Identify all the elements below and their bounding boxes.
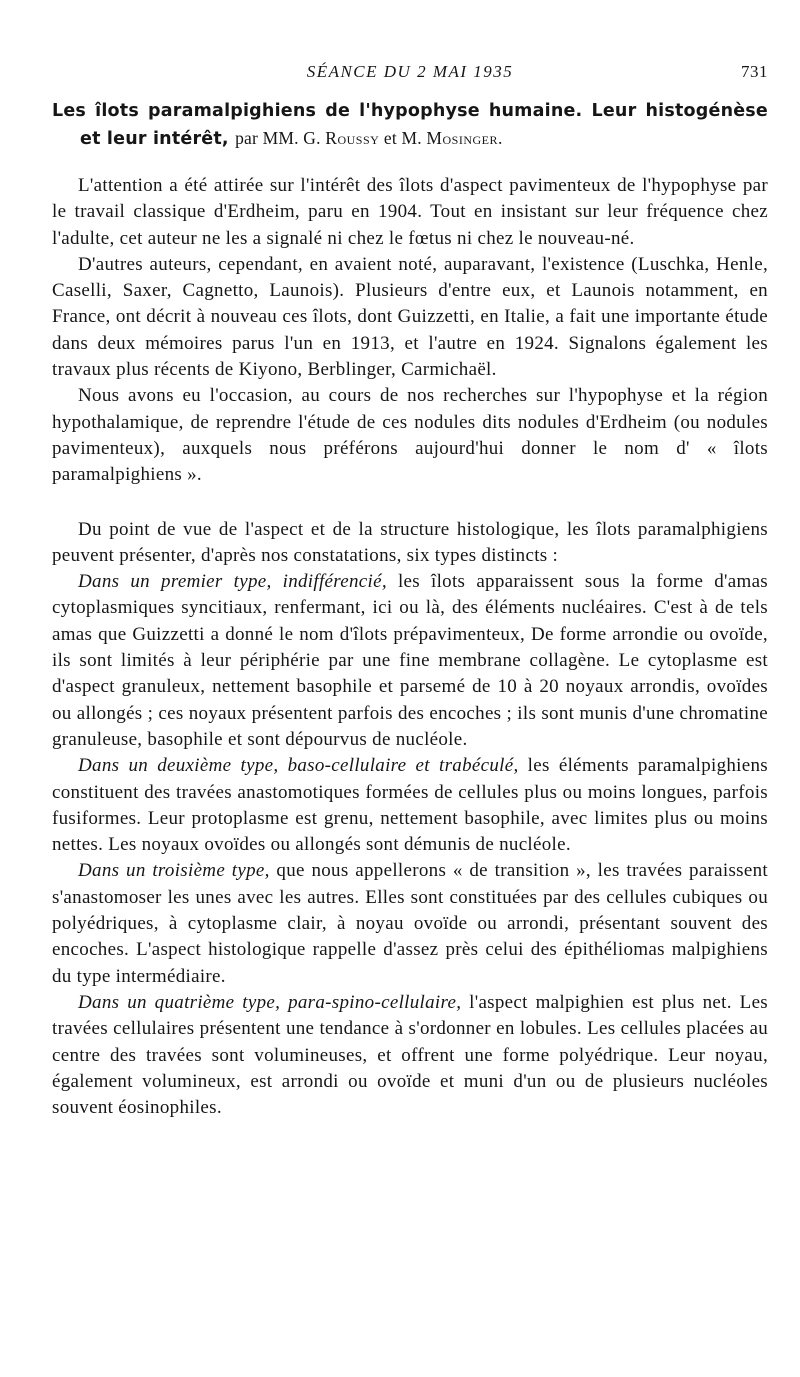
- paragraph-type-2: [52, 753, 768, 858]
- type-4-text: l'aspect malpighien est plus net. Les travées cellulaires présentent une tendance à s'ordonner en lobules. Les cellules placées au centre des travées sont volumineuses, et offrent une forme polyédrique. Leur noyau, également volumineux, est arrondi ou ovoïde et muni d'un ou de plusieurs nucléoles souvent éosinophiles.: [52, 991, 768, 1119]
- type-2-text: les éléments paramalpighiens constituent des travées anastomotiques formées de cellules plus ou moins longues, parfois fusiformes. Leur protoplasme est grenu, nettement basophile, avec limites plus ou moins nettes. Les noyaux ovoïdes ou allongés sont démunis de nucléole.: [52, 755, 768, 856]
- title-text: Les îlots paramalpighiens de l'hypophyse humaine. Leur histogénèse et leur intérêt,: [52, 101, 768, 149]
- author2-initial: M.: [401, 128, 422, 148]
- type-1-text: les îlots apparaissent sous la forme d'amas cytoplasmiques syncitiaux, renfermant, ici ou là, des éléments nucléaires. C'est à de tels amas que Guizzetti a donné le nom d'îlots prépavimenteux, De forme arrondie ou ovoïde, ils sont limités à leur périphérie par une fine membrane collagène. Le cytoplasme est d'aspect granuleux, nettement basophile et parsemé de 10 à 20 noyaux arrondis, ovoïdes ou allongés ; ces noyaux présentent parfois des encoches ; ils sont munis d'une chromatine granuleuse, basophile et sont dépourvus de nucléole.: [52, 571, 768, 750]
- paragraph-type-1: [52, 569, 768, 753]
- article-title: [52, 98, 768, 153]
- authors-and: et: [383, 128, 397, 148]
- article-body: [52, 173, 768, 1121]
- authors: [235, 128, 503, 148]
- paragraph-type-3: [52, 858, 768, 989]
- type-3-text: que nous appellerons « de transition », les travées paraissent s'anastomoser les unes avec les autres. Elles sont constituées par des cellules cubiques ou polyédriques, à cytoplasme clair, à noyau ovoïde ou arrondi, présentant souvent des encoches. L'aspect histologique rappelle d'assez près celui des épithéliomas malpighiens du type intermédiaire.: [52, 860, 768, 987]
- authors-prefix: par MM.: [235, 128, 299, 148]
- paragraph-3: Nous avons eu l'occasion, au cours de nos recherches sur l'hypophyse et la région hypothalamique, de reprendre l'étude de ces nodules dits nodules d'Erdheim (ou nodules pavimenteux), auxquels nous préférons aujourd'hui donner le nom d' « îlots paramalpighiens ».: [52, 385, 768, 486]
- author1-name: Roussy: [325, 128, 380, 148]
- page-number: 731: [741, 62, 768, 81]
- paragraph-type-4: [52, 990, 768, 1121]
- paragraph-4: Du point de vue de l'aspect et de la structure histologique, les îlots paramalphigiens peuvent présenter, d'après nos constatations, six types distincts :: [52, 518, 768, 566]
- author2-name: Mosinger.: [426, 128, 503, 148]
- running-title: SÉANCE DU 2 MAI 1935: [306, 62, 514, 81]
- type-3-lead: Dans un troisième type,: [78, 860, 270, 882]
- running-header: [52, 62, 768, 96]
- type-1-lead: Dans un premier type, indifférencié,: [78, 571, 387, 593]
- author1-initial: G.: [303, 128, 321, 148]
- page: [52, 62, 768, 1121]
- paragraph-1: L'attention a été attirée sur l'intérêt des îlots d'aspect pavimenteux de l'hypophyse par le travail classique d'Erdheim, paru en 1904. Tout en insistant sur leur fréquence chez l'adulte, cet auteur ne les a signalé ni chez le fœtus ni chez le nouveau-né.: [52, 175, 768, 249]
- type-2-lead: Dans un deuxième type, baso-cellulaire et trabéculé,: [78, 755, 519, 777]
- paragraph-2: D'autres auteurs, cependant, en avaient noté, auparavant, l'existence (Luschka, Henle, Caselli, Saxer, Cagnetto, Launois). Plusieurs d'entre eux, et Launois notamment, en France, ont décrit à nouveau ces îlots, dont Guizzetti, en Italie, a fait une importante étude dans deux mémoires parus l'un en 1913, et l'autre en 1924. Signalons également les travaux plus récents de Kiyono, Berblinger, Carmichaël.: [52, 253, 768, 381]
- type-4-lead: Dans un quatrième type, para-spino-cellulaire,: [78, 991, 462, 1013]
